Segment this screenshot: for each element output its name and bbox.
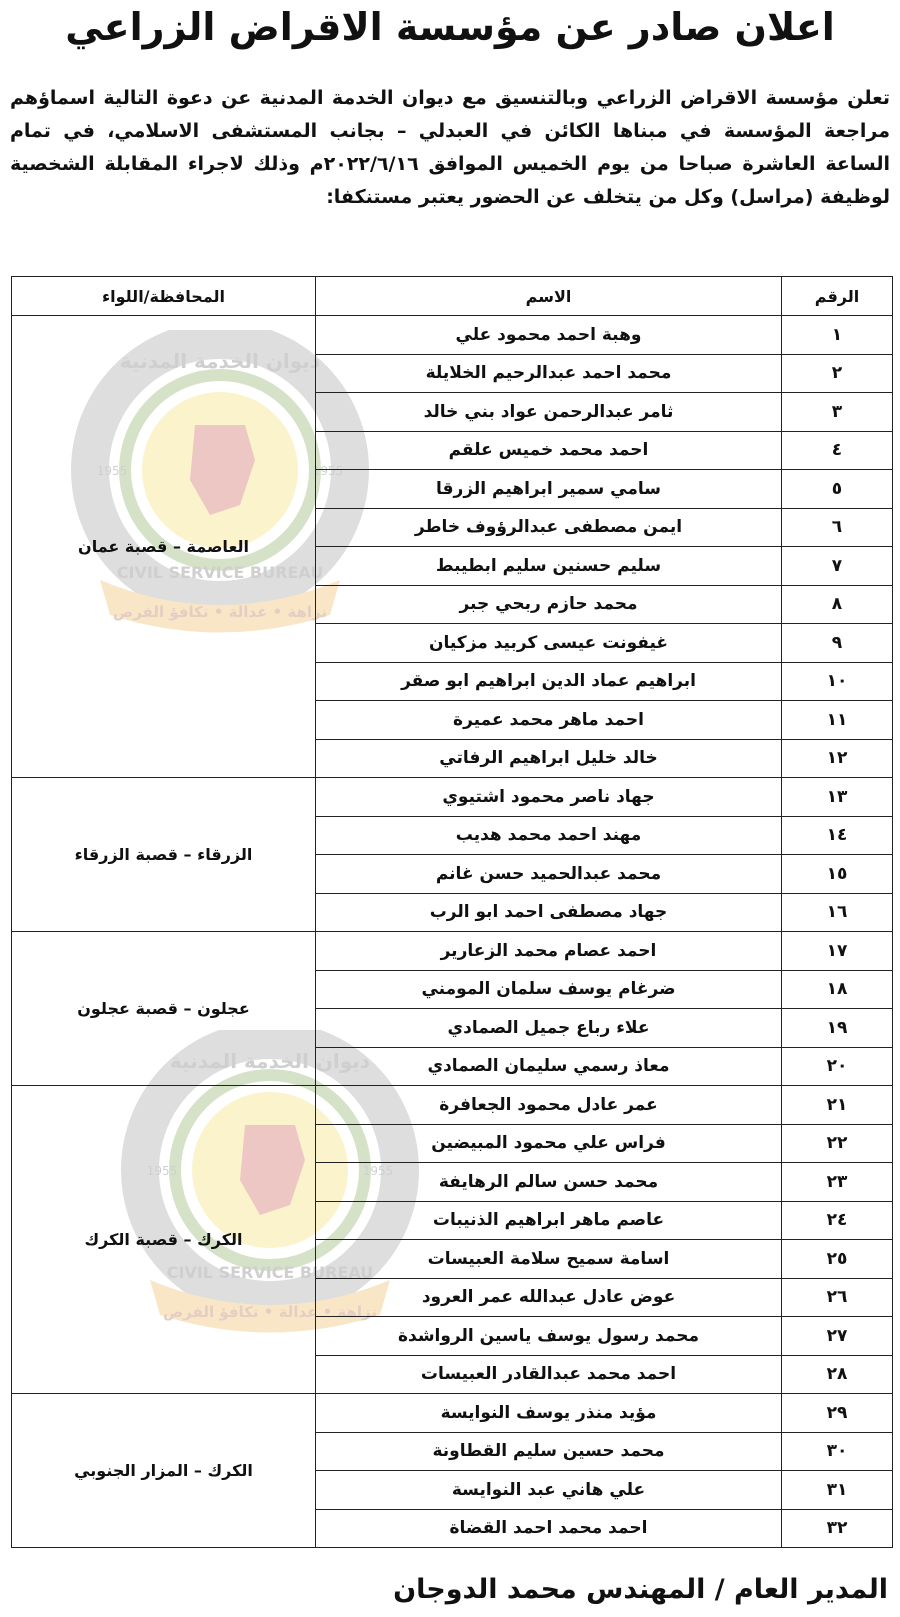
row-name: احمد محمد احمد القضاة [316,1509,782,1548]
row-number: ٢١ [782,1086,893,1125]
row-number: ١ [782,316,893,355]
row-name: محمد حازم ربحي جبر [316,585,782,624]
row-name: جهاد مصطفى احمد ابو الرب [316,893,782,932]
row-governorate: العاصمة – قصبة عمان [12,316,316,778]
row-name: محمد عبدالحميد حسن غانم [316,855,782,894]
row-name: ثامر عبدالرحمن عواد بني خالد [316,393,782,432]
watermark-year-left: 1955 [146,1164,178,1178]
row-number: ٣ [782,393,893,432]
row-number: ١٩ [782,1009,893,1048]
header-name: الاسم [316,277,782,316]
row-governorate: الزرقاء – قصبة الزرقاء [12,778,316,932]
row-name: عاصم ماهر ابراهيم الذنيبات [316,1201,782,1240]
row-number: ١٠ [782,662,893,701]
row-number: ٣٢ [782,1509,893,1548]
row-name: احمد ماهر محمد عميرة [316,701,782,740]
watermark-arabic-name: ديوان الخدمة المدنية [119,349,321,373]
row-number: ٥ [782,470,893,509]
row-name: علاء رباع جميل الصمادي [316,1009,782,1048]
row-name: ايمن مصطفى عبدالرؤوف خاطر [316,508,782,547]
row-name: مهند احمد محمد هديب [316,816,782,855]
intro-paragraph [10,82,890,214]
row-name: محمد حسين سليم القطاونة [316,1432,782,1471]
header-governorate: المحافظة/اللواء [12,277,316,316]
row-name: غيفونت عيسى كربيد مزكيان [316,624,782,663]
row-name: ضرغام يوسف سلمان المومني [316,970,782,1009]
row-name: محمد حسن سالم الرهايفة [316,1163,782,1202]
row-number: ٢ [782,354,893,393]
table-row [12,316,893,355]
row-name: احمد محمد عبدالقادر العبيسات [316,1355,782,1394]
row-name: عوض عادل عبدالله عمر العرود [316,1278,782,1317]
row-number: ٢٦ [782,1278,893,1317]
row-number: ١٧ [782,932,893,971]
director-signature: المدير العام / المهندس محمد الدوجان [393,1574,888,1605]
watermark-arabic-name: ديوان الخدمة المدنية [169,1049,371,1073]
row-name: احمد عصام محمد الزعارير [316,932,782,971]
row-number: ١٤ [782,816,893,855]
row-name: جهاد ناصر محمود اشتيوي [316,778,782,817]
header-number: الرقم [782,277,893,316]
watermark-english-name: CIVIL SERVICE BUREAU [166,1263,374,1282]
table-header-row [12,277,893,316]
intro-text: تعلن مؤسسة الاقراض الزراعي وبالتنسيق مع ديوان الخدمة المدنية عن دعوة التالية اسماؤهم مراجعة المؤسسة في مبناها الكائن في العبدلي – بجانب المستشفى الاسلامي، في تمام الساعة العاشرة صباحا من يوم الخميس الموافق ٢٠٢٢/٦/١٦م وذلك لاجراء المقابلة الشخصية لوظيفة (مراسل) وكل من يتخلف عن الحضور يعتبر مستنكفا: [10,87,890,208]
row-number: ٢٣ [782,1163,893,1202]
row-name: خالد خليل ابراهيم الرفاتي [316,739,782,778]
row-number: ٢٠ [782,1047,893,1086]
row-governorate: الكرك – قصبة الكرك [12,1086,316,1394]
row-number: ١٣ [782,778,893,817]
table-row [12,932,893,971]
candidates-table-wrapper [12,276,893,1548]
table-body [12,316,893,1548]
row-number: ٧ [782,547,893,586]
row-name: فراس علي محمود المبيضين [316,1124,782,1163]
row-name: عمر عادل محمود الجعافرة [316,1086,782,1125]
watermark-english-name: CIVIL SERVICE BUREAU [116,563,324,582]
row-name: محمد احمد عبدالرحيم الخلايلة [316,354,782,393]
table-row [12,778,893,817]
row-number: ٢٩ [782,1394,893,1433]
row-number: ٣٠ [782,1432,893,1471]
row-name: مؤيد منذر يوسف النوايسة [316,1394,782,1433]
row-number: ٢٤ [782,1201,893,1240]
watermark-year-right: 1955 [312,464,344,478]
row-number: ١١ [782,701,893,740]
row-name: سليم حسنين سليم ابطيبط [316,547,782,586]
watermark-motto: نزاهة • عدالة • تكافؤ الفرص [113,603,327,621]
row-name: علي هاني عبد النوايسة [316,1471,782,1510]
table-row [12,1394,893,1433]
row-name: احمد محمد خميس علقم [316,431,782,470]
watermark-year-right: 1955 [362,1164,394,1178]
row-number: ١٥ [782,855,893,894]
row-number: ١٨ [782,970,893,1009]
row-number: ٢٢ [782,1124,893,1163]
row-governorate: عجلون – قصبة عجلون [12,932,316,1086]
row-number: ٢٨ [782,1355,893,1394]
row-number: ٩ [782,624,893,663]
page-title: اعلان صادر عن مؤسسة الاقراض الزراعي [65,5,835,49]
row-name: محمد رسول يوسف ياسين الرواشدة [316,1317,782,1356]
row-number: ٣١ [782,1471,893,1510]
row-number: ٨ [782,585,893,624]
row-name: وهبة احمد محمود علي [316,316,782,355]
row-name: ابراهيم عماد الدين ابراهيم ابو صقر [316,662,782,701]
row-governorate: الكرك – المزار الجنوبي [12,1394,316,1548]
watermark-motto: نزاهة • عدالة • تكافؤ الفرص [163,1303,377,1321]
candidates-table [11,276,893,1548]
row-number: ٤ [782,431,893,470]
row-number: ٦ [782,508,893,547]
table-row [12,1086,893,1125]
row-number: ٢٥ [782,1240,893,1279]
watermark-year-left: 1955 [96,464,128,478]
row-number: ١٢ [782,739,893,778]
row-number: ٢٧ [782,1317,893,1356]
row-number: ١٦ [782,893,893,932]
row-name: سامي سمير ابراهيم الزرقا [316,470,782,509]
row-name: اسامة سميح سلامة العبيسات [316,1240,782,1279]
row-name: معاذ رسمي سليمان الصمادي [316,1047,782,1086]
